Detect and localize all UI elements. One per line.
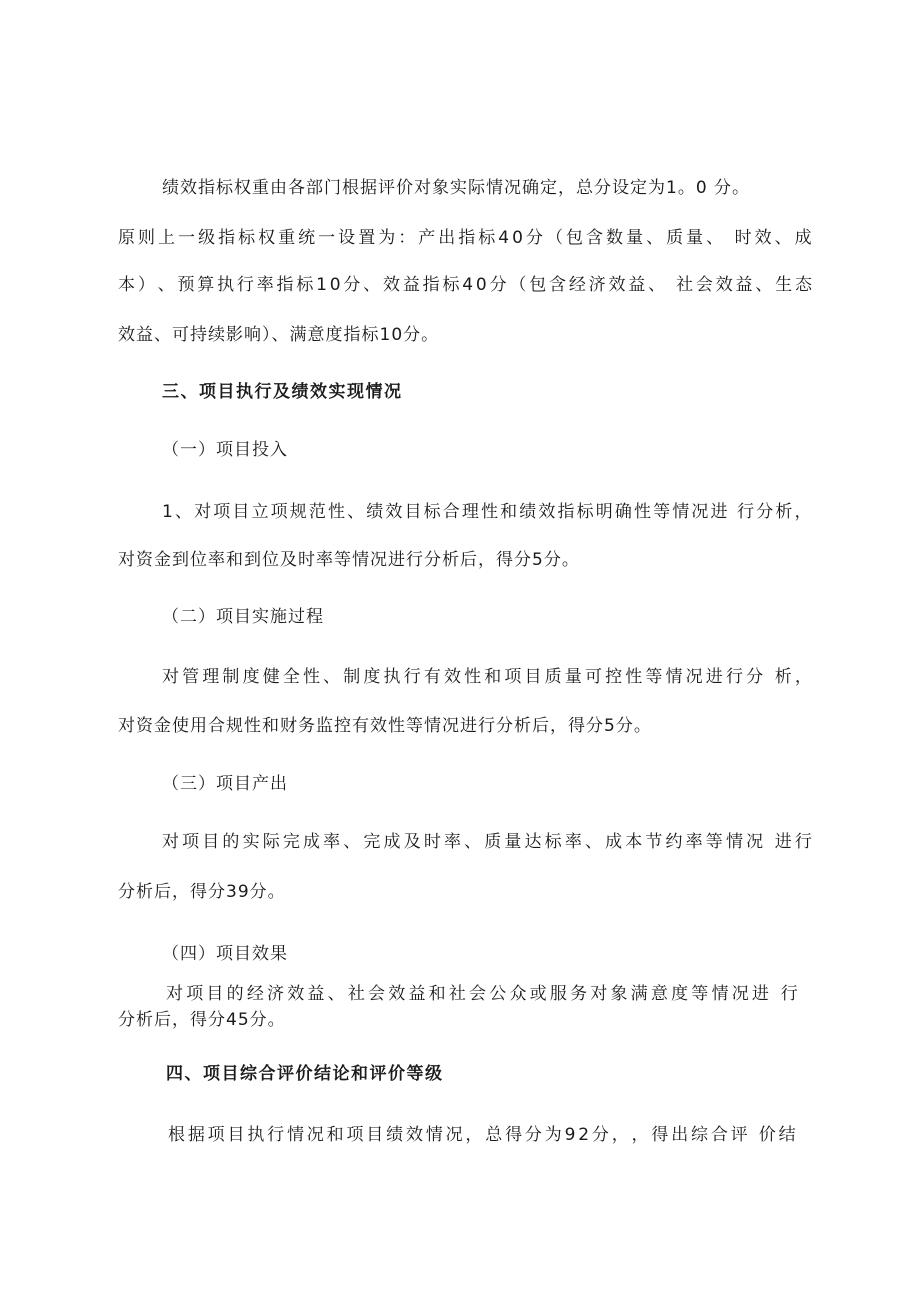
paragraph-weights-line-2: 原 则 上 一 级 指 标 权 重 统 一 设 置 为 ： 产 出 指 标 4 0 分 （ 包 含 数 量 、 质 量 、 时 效 、 成: [118, 228, 812, 248]
subsection-3-heading: （三）项目产出: [162, 774, 288, 794]
section-4-line-1: 根 据 项 目 执 行 情 况 和 项 目 绩 效 情 况 ， 总 得 分 为 9 2 分 ， ， 得 出 综 合 评 价 结: [168, 1125, 796, 1145]
subsection-3-line-2: 分析后，得分39分。: [118, 882, 286, 902]
section-4-heading: 四、项目综合评价结论和评价等级: [166, 1064, 444, 1084]
subsection-2-heading: （二）项目实施过程: [162, 607, 324, 627]
subsection-2-line-2: 对资金使用合规性和财务监控有效性等情况进行分析后，得分5分。: [118, 716, 652, 736]
paragraph-weights-line-4: 效益、可持续影响）、满意度指标10分。: [118, 325, 440, 345]
subsection-4-line-1: 对 项 目 的 经 济 效 益 、 社 会 效 益 和 社 会 公 众 或 服 务 对 象 满 意 度 等 情 况 进 行: [166, 984, 798, 1004]
subsection-2-line-1: 对 管 理 制 度 健 全 性 、 制 度 执 行 有 效 性 和 项 目 质 量 可 控 性 等 情 况 进 行 分 析 ，: [162, 667, 812, 687]
paragraph-weights-line-1: 绩效指标权重由各部门根据评价对象实际情况确定，总分设定为1。0 分。: [162, 178, 751, 198]
subsection-1-line-2: 对资金到位率和到位及时率等情况进行分析后，得分5分。: [118, 550, 580, 570]
paragraph-weights-line-3: 本 ） 、 预 算 执 行 率 指 标 1 0 分 、 效 益 指 标 4 0 分 （ 包 含 经 济 效 益 、 社 会 效 益 、 生 态: [118, 275, 812, 295]
section-3-heading: 三、项目执行及绩效实现情况: [162, 382, 403, 402]
subsection-1-line-1: 1 、 对 项 目 立 项 规 范 性 、 绩 效 目 标 合 理 性 和 绩 效 指 标 明 确 性 等 情 况 进 行 分 析 ，: [162, 502, 812, 522]
subsection-4-heading: （四）项目效果: [162, 944, 288, 964]
subsection-3-line-1: 对 项 目 的 实 际 完 成 率 、 完 成 及 时 率 、 质 量 达 标 率 、 成 本 节 约 率 等 情 况 进 行: [162, 832, 812, 852]
subsection-4-line-2: 分析后，得分45分。: [118, 1010, 286, 1030]
subsection-1-heading: （一）项目投入: [162, 440, 288, 460]
